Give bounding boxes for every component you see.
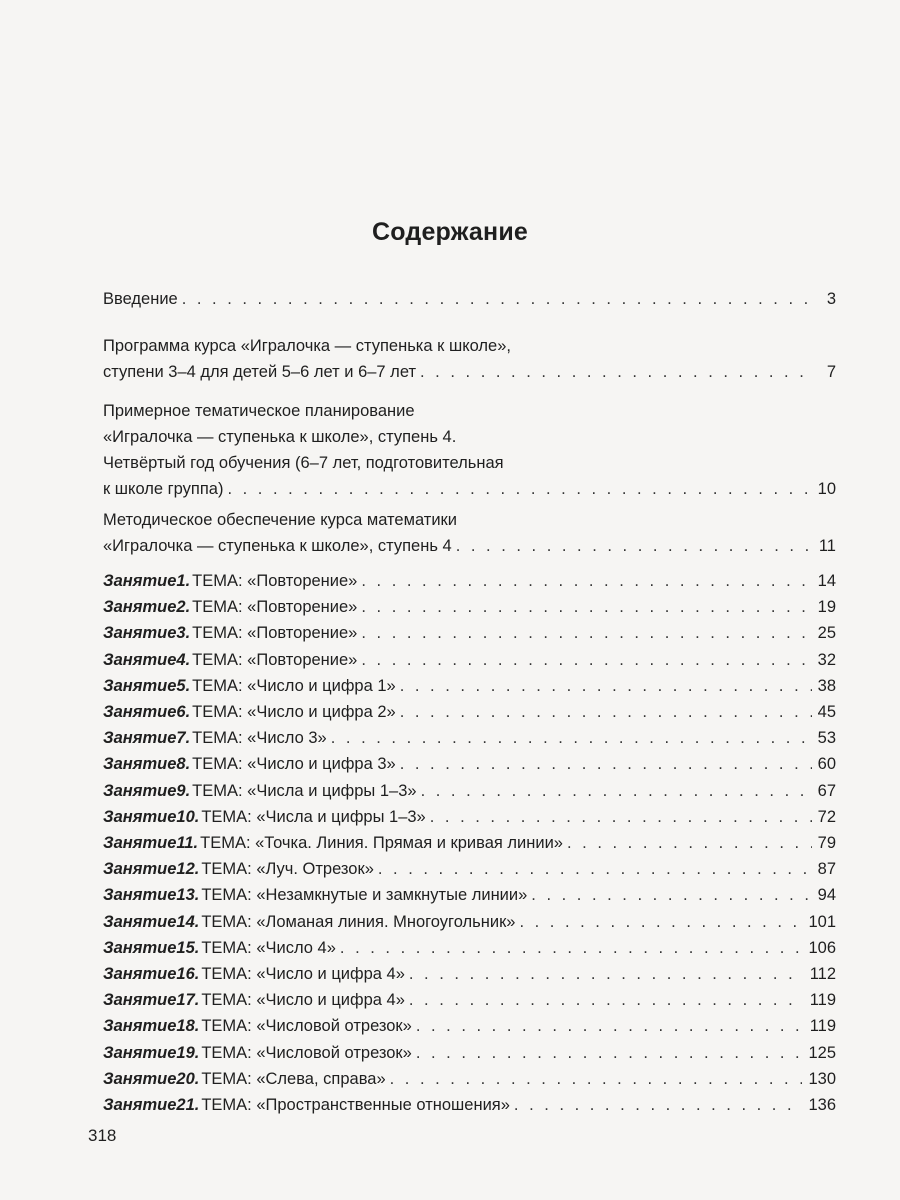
lesson-label <box>103 991 199 1010</box>
dot-leader <box>331 729 812 748</box>
lesson-row <box>103 939 836 965</box>
page-number: 3 <box>826 290 836 308</box>
page-number: 10 <box>817 480 836 498</box>
lesson-label <box>103 651 190 670</box>
lesson-topic: ТЕМА: «Числовой отрезок» <box>201 1017 412 1036</box>
lesson-topic: ТЕМА: «Число и цифра 2» <box>192 703 396 721</box>
lesson-row <box>103 755 836 781</box>
lesson-number: 6. <box>176 703 191 721</box>
lesson-word: Занятие <box>103 624 177 643</box>
lesson-word: Занятие <box>103 938 177 957</box>
lesson-label <box>103 834 198 853</box>
lesson-word: Занятие <box>103 1017 177 1036</box>
lesson-word: Занятие <box>103 860 177 879</box>
lesson-row <box>103 782 836 808</box>
lesson-word: Занятие <box>103 965 177 983</box>
entry-line: к школе группа) <box>103 480 224 498</box>
lesson-topic: ТЕМА: «Точка. Линия. Прямая и кривая линии» <box>200 834 563 852</box>
entry-line: Четвёртый год обучения (6–7 лет, подготовительная <box>103 454 504 472</box>
lesson-word: Занятие <box>103 755 177 774</box>
dot-leader <box>361 651 811 670</box>
page-number: 130 <box>808 1069 836 1088</box>
lesson-topic: ТЕМА: «Число и цифра 3» <box>192 755 396 774</box>
toc-entry-introduction <box>103 286 836 312</box>
lesson-number: 9. <box>176 781 191 800</box>
dot-leader <box>340 939 803 958</box>
lesson-number: 10. <box>176 807 200 826</box>
lesson-row <box>103 703 836 729</box>
lesson-label <box>103 677 190 696</box>
lesson-label <box>103 782 190 801</box>
page-number: 67 <box>817 781 836 800</box>
page-number: 112 <box>809 965 836 983</box>
lesson-label <box>103 965 199 984</box>
dot-leader <box>409 991 804 1010</box>
lesson-number: 15. <box>176 938 200 957</box>
lesson-topic: ТЕМА: «Слева, справа» <box>201 1069 386 1088</box>
lesson-word: Занятие <box>103 886 177 905</box>
lesson-topic: ТЕМА: «Повторение» <box>192 624 358 643</box>
dot-leader <box>390 1070 803 1089</box>
lesson-topic: ТЕМА: «Число и цифра 4» <box>201 991 405 1010</box>
page-number: 87 <box>817 860 836 879</box>
page-number: 14 <box>817 572 836 590</box>
entry-line: Программа курса «Игралочка — ступенька к школе», <box>103 337 511 355</box>
lesson-label <box>103 913 199 932</box>
lesson-topic: ТЕМА: «Повторение» <box>192 650 358 669</box>
lesson-number: 2. <box>176 598 191 617</box>
lesson-number: 7. <box>176 729 191 748</box>
lesson-number: 18. <box>176 1017 200 1036</box>
lesson-word: Занятие <box>103 598 177 617</box>
lesson-number: 12. <box>176 860 200 879</box>
page-number: 94 <box>817 886 836 905</box>
lesson-row <box>103 729 836 755</box>
dot-leader <box>514 1096 803 1115</box>
lesson-label <box>103 703 190 722</box>
lesson-label <box>103 808 199 827</box>
entry-line: Методическое обеспечение курса математики <box>103 511 457 529</box>
lesson-word: Занятие <box>103 1096 177 1114</box>
page-title: Содержание <box>371 218 529 246</box>
lesson-number: 17. <box>176 991 200 1010</box>
dot-leader <box>567 834 812 853</box>
lesson-row <box>103 1096 836 1122</box>
lesson-topic: ТЕМА: «Повторение» <box>192 598 358 617</box>
lesson-row <box>103 913 836 939</box>
lesson-topic: ТЕМА: «Ломаная линия. Многоугольник» <box>201 912 516 931</box>
toc-entry-program <box>103 333 836 385</box>
lesson-topic: ТЕМА: «Повторение» <box>192 572 358 590</box>
page-number: 79 <box>817 834 836 852</box>
lesson-row <box>103 572 836 598</box>
dot-leader <box>531 886 811 905</box>
lesson-word: Занятие <box>103 729 177 748</box>
lesson-topic: ТЕМА: «Пространственные отношения» <box>201 1096 510 1114</box>
dot-leader <box>400 755 812 774</box>
dot-leader <box>361 624 811 643</box>
dot-leader <box>430 808 812 827</box>
lesson-word: Занятие <box>103 991 177 1010</box>
lesson-number: 8. <box>176 755 191 774</box>
entry-line: ступени 3–4 для детей 5–6 лет и 6–7 лет <box>103 363 417 381</box>
dot-leader <box>182 286 808 312</box>
lesson-topic: ТЕМА: «Число 4» <box>201 938 336 957</box>
toc-entry-planning <box>103 398 836 502</box>
page-number: 53 <box>817 729 836 748</box>
page-number: 7 <box>826 363 836 381</box>
lesson-label <box>103 572 190 591</box>
page-number: 25 <box>817 624 836 643</box>
lesson-word: Занятие <box>103 781 177 800</box>
lesson-topic: ТЕМА: «Число и цифра 4» <box>201 965 405 983</box>
lesson-word: Занятие <box>103 834 177 852</box>
lesson-word: Занятие <box>103 1043 177 1062</box>
lesson-row <box>103 860 836 886</box>
lesson-number: 11. <box>176 834 199 852</box>
lesson-row <box>103 1070 836 1096</box>
lesson-label <box>103 1096 199 1115</box>
lesson-number: 1. <box>176 572 191 590</box>
lesson-number: 20. <box>176 1069 200 1088</box>
page-folio: 318 <box>88 1126 117 1145</box>
lesson-label <box>103 860 199 879</box>
lesson-word: Занятие <box>103 807 177 826</box>
dot-leader <box>519 913 802 932</box>
page-number: 38 <box>817 676 836 695</box>
lesson-word: Занятие <box>103 676 177 695</box>
lesson-row <box>103 651 836 677</box>
page-number: 72 <box>817 807 836 826</box>
lesson-number: 14. <box>176 912 200 931</box>
page-number: 136 <box>808 1096 836 1114</box>
lesson-number: 5. <box>176 676 191 695</box>
entry-line: Введение <box>103 290 178 308</box>
lesson-topic: ТЕМА: «Числовой отрезок» <box>201 1043 412 1062</box>
lesson-row <box>103 1017 836 1043</box>
lesson-row <box>103 991 836 1017</box>
lesson-topic: ТЕМА: «Числа и цифры 1–3» <box>201 807 426 826</box>
dot-leader <box>378 860 812 879</box>
page-number: 60 <box>817 755 836 774</box>
lesson-label <box>103 1017 199 1036</box>
dot-leader <box>400 703 812 722</box>
lesson-word: Занятие <box>103 1069 177 1088</box>
page-number: 119 <box>809 1017 836 1036</box>
lesson-number: 4. <box>176 650 191 669</box>
lesson-label <box>103 755 190 774</box>
page-number: 125 <box>808 1043 836 1062</box>
lesson-topic: ТЕМА: «Число 3» <box>192 729 327 748</box>
page-number: 32 <box>817 650 836 669</box>
lesson-row <box>103 677 836 703</box>
dot-leader <box>227 476 808 502</box>
page-number: 19 <box>817 598 836 617</box>
lesson-label <box>103 886 199 905</box>
lesson-label <box>103 598 190 617</box>
dot-leader <box>456 533 808 559</box>
dot-leader <box>400 677 812 696</box>
lesson-row <box>103 598 836 624</box>
page-number: 106 <box>808 938 836 957</box>
lesson-number: 19. <box>176 1043 200 1062</box>
lesson-word: Занятие <box>103 703 177 721</box>
toc-entry-methodology <box>103 507 836 559</box>
lesson-label <box>103 729 190 748</box>
lesson-row <box>103 808 836 834</box>
entry-line: Примерное тематическое планирование <box>103 402 415 420</box>
page-number: 119 <box>809 991 836 1010</box>
dot-leader <box>421 782 812 801</box>
lesson-word: Занятие <box>103 912 177 931</box>
lesson-word: Занятие <box>103 650 177 669</box>
lesson-number: 3. <box>176 624 191 643</box>
lesson-row <box>103 886 836 912</box>
lesson-row <box>103 1044 836 1070</box>
lesson-row <box>103 834 836 860</box>
entry-line: «Игралочка — ступенька к школе», ступень 4 <box>103 537 452 555</box>
lesson-number: 21. <box>176 1096 200 1114</box>
lesson-topic: ТЕМА: «Число и цифра 1» <box>192 676 396 695</box>
lesson-row <box>103 624 836 650</box>
lesson-topic: ТЕМА: «Числа и цифры 1–3» <box>192 781 417 800</box>
dot-leader <box>416 1044 803 1063</box>
page-number: 11 <box>818 537 836 555</box>
dot-leader <box>416 1017 804 1036</box>
lesson-label <box>103 1044 199 1063</box>
entry-line: «Игралочка — ступенька к школе», ступень 4. <box>103 428 457 446</box>
lesson-label <box>103 939 199 958</box>
lesson-number: 13. <box>176 886 200 905</box>
lesson-label <box>103 1070 199 1089</box>
lesson-label <box>103 624 190 643</box>
lesson-word: Занятие <box>103 572 177 590</box>
lesson-row <box>103 965 836 991</box>
page-number: 45 <box>817 703 836 721</box>
dot-leader <box>361 572 811 591</box>
dot-leader <box>420 359 808 385</box>
lesson-number: 16. <box>176 965 200 983</box>
page-number: 101 <box>808 912 836 931</box>
lesson-topic: ТЕМА: «Луч. Отрезок» <box>201 860 374 879</box>
lesson-topic: ТЕМА: «Незамкнутые и замкнутые линии» <box>201 886 528 905</box>
dot-leader <box>361 598 811 617</box>
dot-leader <box>409 965 804 984</box>
